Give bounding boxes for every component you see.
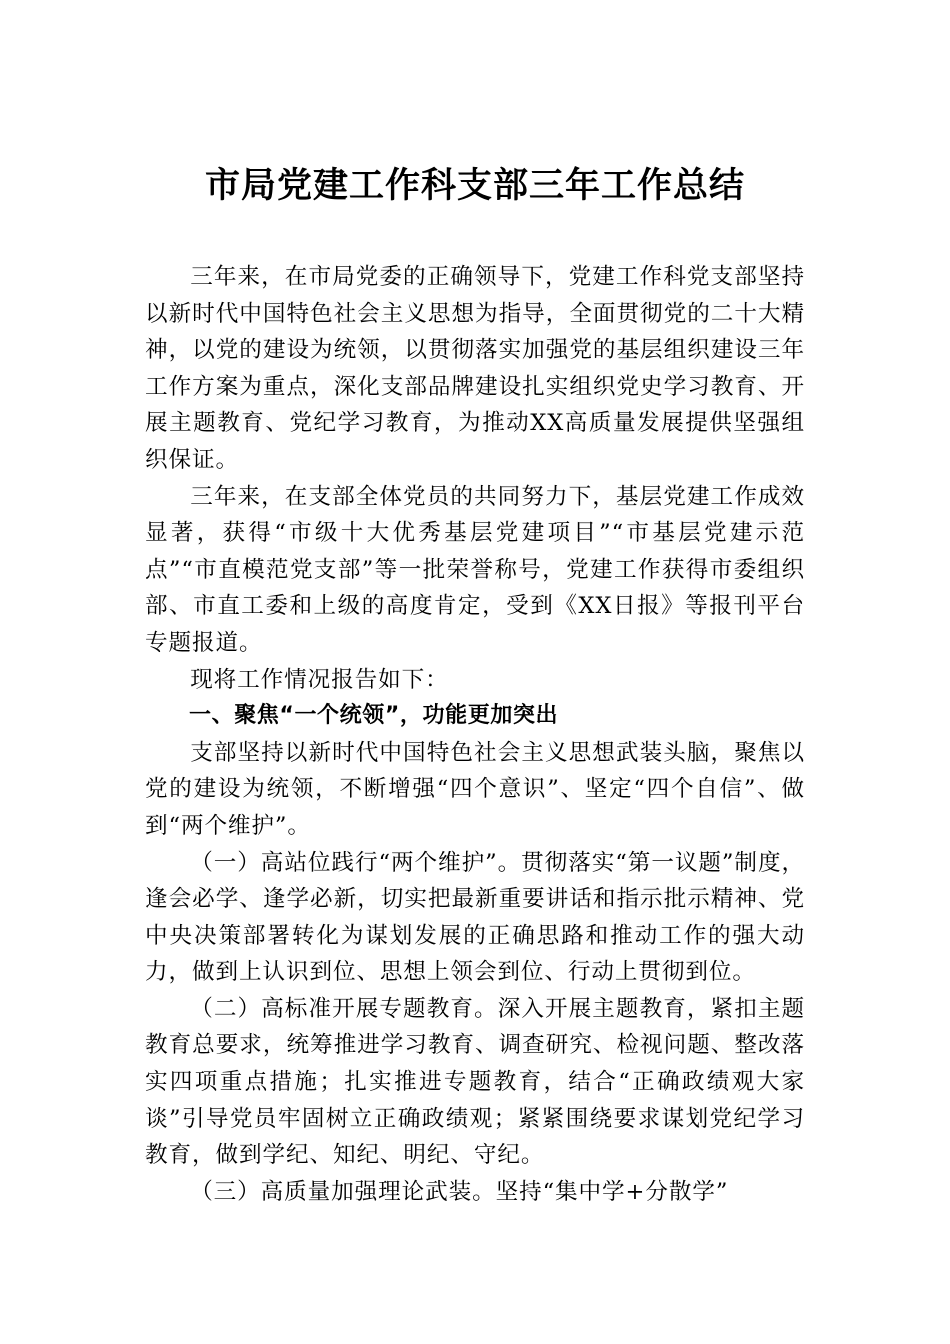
- document-body: [145, 226, 805, 1210]
- section-1-item-1: （一）高站位践行“两个维护”。贯彻落实“第一议题”制度，逢会必学、逢学必新，切实把最新重要讲话和指示批示精神、党中央决策部署转化为谋划发展的正确思路和推动工作的强大动力，做到上认识到位、思想上领会到位、行动上贯彻到位。: [145, 849, 805, 986]
- document-title: 市局党建工作科支部三年工作总结: [204, 165, 745, 206]
- paragraph-report-lead: 现将工作情况报告如下：: [190, 666, 449, 693]
- section-1-item-2: （二）高标准开展专题教育。深入开展主题教育，紧扣主题教育总要求，统筹推进学习教育、调查研究、检视问题、整改落实四项重点措施；扎实推进专题教育，结合“正确政绩观大家谈”引导党员牢固树立正确政绩观；紧紧围绕要求谋划党纪学习教育，做到学纪、知纪、明纪、守纪。: [145, 995, 805, 1169]
- paragraph-intro: 三年来，在市局党委的正确领导下，党建工作科党支部坚持以新时代中国特色社会主义思想为指导，全面贯彻党的二十大精神，以党的建设为统领，以贯彻落实加强党的基层组织建设三年工作方案为重点，深化支部品牌建设扎实组织党史学习教育、开展主题教育、党纪学习教育，为推动XX高质量发展提供坚强组织保证。: [145, 264, 805, 473]
- section-1-item-3: （三）高质量加强理论武装。坚持“集中学+分散学”: [190, 1178, 729, 1205]
- paragraph-achievements: 三年来，在支部全体党员的共同努力下，基层党建工作成效显著，获得“市级十大优秀基层党建项目”“市基层党建示范点”“市直模范党支部”等一批荣誉称号，党建工作获得市委组织部、市直工委和上级的高度肯定，受到《XX日报》等报刊平台专题报道。: [145, 483, 805, 656]
- section-1-intro: 支部坚持以新时代中国特色社会主义思想武装头脑，聚焦以党的建设为统领，不断增强“四个意识”、坚定“四个自信”、做到“两个维护”。: [145, 739, 805, 839]
- section-heading-1: 一、聚焦“一个统领”，功能更加突出: [189, 703, 559, 729]
